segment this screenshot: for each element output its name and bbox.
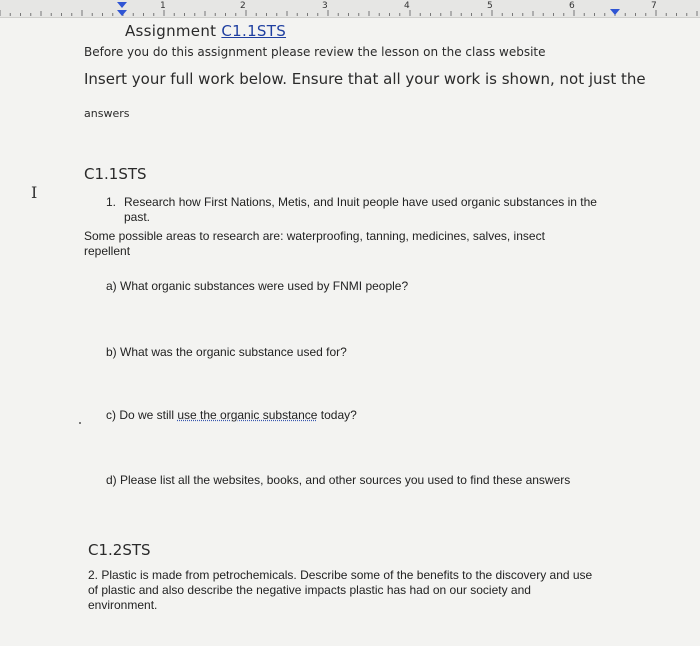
ruler-number-7: 7 bbox=[651, 1, 657, 11]
ruler-number-6: 6 bbox=[569, 1, 575, 11]
stray-dot bbox=[79, 422, 81, 424]
ruler-number-2: 2 bbox=[240, 1, 246, 11]
title-prefix: Assignment bbox=[125, 22, 222, 40]
text-cursor-icon: I bbox=[31, 183, 38, 202]
research-areas-text: Some possible areas to research are: waterproofing, tanning, medicines, salves, insect repellent bbox=[84, 229, 545, 258]
assignment-title bbox=[125, 22, 286, 40]
title-code-link[interactable]: C1.1STS bbox=[221, 22, 287, 40]
document-page[interactable] bbox=[0, 18, 700, 646]
instruction-line-1: Before you do this assignment please review the lesson on the class website bbox=[84, 45, 546, 59]
question-c bbox=[106, 408, 357, 423]
indent-markers bbox=[0, 0, 700, 17]
first-line-indent-marker[interactable] bbox=[117, 2, 127, 8]
question-c-suffix: today? bbox=[317, 408, 357, 422]
question-b: b) What was the organic substance used for? bbox=[106, 345, 347, 359]
ruler-number-5: 5 bbox=[487, 1, 493, 11]
question-c-prefix: c) Do we still bbox=[106, 408, 178, 422]
question-1-text: Research how First Nations, Metis, and Inuit people have used organic substances in the past. bbox=[124, 195, 597, 224]
question-a: a) What organic substances were used by FNMI people? bbox=[106, 279, 409, 293]
ruler-number-1: 1 bbox=[160, 1, 166, 11]
ruler-number-4: 4 bbox=[404, 1, 410, 11]
section-heading-2: C1.2STS bbox=[88, 541, 151, 559]
section-heading-1: C1.1STS bbox=[84, 165, 147, 183]
instruction-line-3: answers bbox=[84, 107, 130, 120]
instruction-line-2: Insert your full work below. Ensure that all your work is shown, not just the bbox=[84, 70, 646, 88]
question-c-underlined: use the organic substance bbox=[177, 408, 318, 422]
ruler-number-3: 3 bbox=[322, 1, 328, 11]
left-indent-marker[interactable] bbox=[117, 10, 127, 16]
question-d: d) Please list all the websites, books, and other sources you used to find these answers bbox=[106, 473, 571, 487]
right-indent-marker[interactable] bbox=[610, 9, 620, 15]
ruler[interactable] bbox=[0, 0, 700, 18]
question-1-number: 1. bbox=[106, 195, 117, 209]
question-2-text: 2. Plastic is made from petrochemicals. Describe some of the benefits to the discovery and use of plastic and also describe the negative impacts plastic has had on our society and environment. bbox=[88, 568, 593, 612]
